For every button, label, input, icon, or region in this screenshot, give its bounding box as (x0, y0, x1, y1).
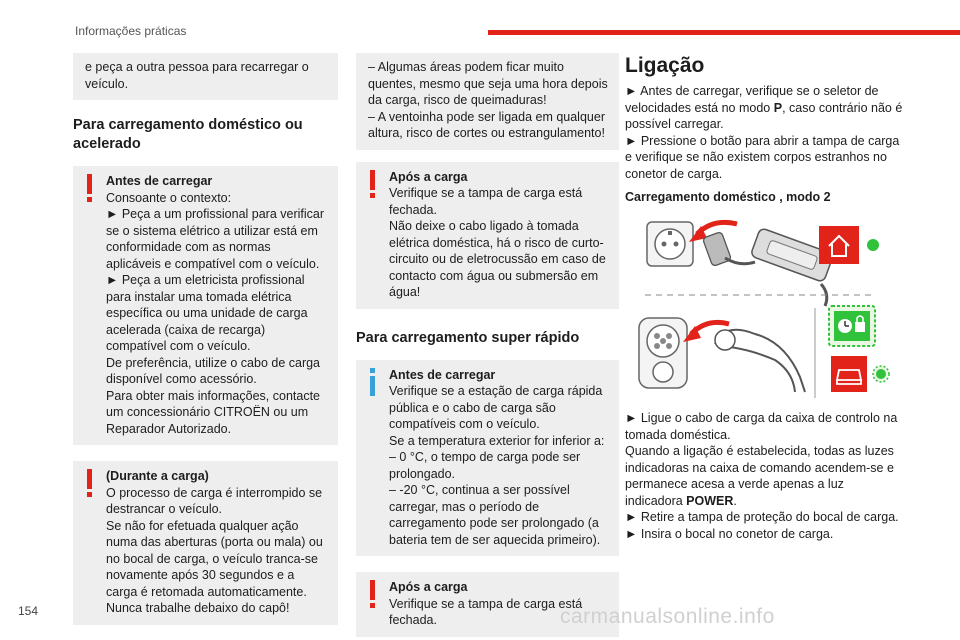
info-title: Antes de carregar (389, 367, 496, 382)
info-box-before-charging (356, 360, 619, 557)
steps-text-1: ► Ligue o cabo de carga da caixa de controlo na tomada doméstica. Quando a ligação é estabelecida, todas as luzes indicadoras na caixa de comando acendem-se e permanece acesa a verde apenas a luz indicadora (625, 411, 898, 508)
warning-exclamation-icon (87, 469, 93, 497)
charging-diagram (625, 212, 890, 402)
intro-text-2: , caso contrário não é possível carregar. ► Pressione o botão para abrir a tampa de carga e verifique se não existem corpos estranhos no conetor de carga. (625, 100, 903, 181)
house-indicator-icon (819, 226, 859, 264)
warning-title: Antes de carregar (106, 174, 213, 188)
warning-text: O processo de carga é interrompido se destrancar o veículo. Se não for efetuada qualquer ação numa das aberturas (porta ou mala) ou no bocal de carga, o veículo tranca-se novamente após 30 segundos e a carga é retomada automaticamente. Nunca trabalhe debaixo do capô! (106, 485, 323, 615)
continuation-box (73, 53, 338, 100)
header-accent-bar (488, 30, 960, 35)
continuation-text: e peça a outra pessoa para recarregar o veículo. (85, 60, 309, 91)
connection-steps (625, 410, 905, 542)
column-middle (356, 53, 619, 637)
intro-bold-p: P (773, 100, 783, 115)
green-indicator-light-2 (873, 366, 889, 382)
domestic-socket-icon (647, 222, 693, 266)
continuation-box (356, 53, 619, 150)
vehicle-inlet-icon (639, 318, 687, 388)
warning-exclamation-icon (370, 580, 376, 608)
page-title-connection: Ligação (625, 54, 705, 77)
warning-box-before-charging (73, 166, 338, 445)
green-indicator-light-1 (867, 239, 879, 251)
warning-exclamation-icon (370, 170, 376, 198)
section-title-home-charging: Para carregamento doméstico ou acelerado (73, 117, 303, 152)
car-indicator-icon (831, 356, 867, 392)
intro-text-1: ► Antes de carregar, verifique se o seletor de velocidades está no modo (625, 84, 879, 115)
warning-text: Verifique se a tampa de carga está fechada. Não deixe o cabo ligado à tomada elétrica doméstica, há o risco de curto-circuito ou de eletrocussão em caso de contacto com água ou submersão em água! (389, 186, 606, 299)
column-right (625, 53, 905, 542)
charging-gun-icon (715, 330, 805, 392)
section-title-super-fast: Para carregamento super rápido (356, 329, 580, 346)
info-icon (370, 368, 376, 396)
column-left (73, 53, 338, 625)
warning-text: Consoante o contexto: ► Peça a um profissional para verificar se o sistema elétrico a utilizar está em conformidade com as normas aplicáveis e compatível com o veículo. ► Peça a um eletricista profissional para instalar uma tomada elétrica específica ou uma unidade de carga acelerada (caixa de recarga) compatível com o veículo. De preferência, utilize o cabo de carga disponível como acessório. Para obter mais informações, contacte um concessionário CITROËN ou um Reparador Autorizado. (106, 190, 325, 436)
lock-timer-indicator-icon (829, 306, 875, 346)
steps-bold-power: POWER (686, 493, 734, 508)
subtitle-home-mode2: Carregamento doméstico , modo 2 (625, 190, 831, 204)
warning-box-after-charging (356, 162, 619, 309)
charging-illustration (625, 212, 890, 402)
home-plug-icon (702, 228, 833, 306)
running-header: Informações práticas (75, 24, 187, 38)
warning-exclamation-icon (87, 174, 93, 202)
connection-intro (625, 83, 905, 182)
page-number: 154 (18, 604, 39, 618)
warning-text: Verifique se a tampa de carga está fechada. (389, 596, 583, 627)
warning-box-during-charging (73, 461, 338, 625)
info-text: Verifique se a estação de carga rápida pública e o cabo de carga são compatíveis com o veículo. Se a temperatura exterior for inferior a: – 0 °C, o tempo de carga pode ser prolongado. – -20 °C, continua a ser possível carregar, mas o período de carregamento pode ser prolongado (a bateria tem de ser aquecida primeiro). (389, 384, 605, 547)
warning-title: Após a carga (389, 580, 468, 594)
steps-text-2: . ► Retire a tampa de proteção do bocal de carga. ► Insira o bocal no conetor de carga. (625, 493, 899, 541)
continuation-text: – Algumas áreas podem ficar muito quentes, mesmo que seja uma hora depois da carga, risco de queimaduras! – A ventoinha pode ser ligada em qualquer altura, risco de cortes ou estrangulamento! (368, 60, 608, 140)
watermark: carmanualsonline.info (560, 605, 775, 628)
warning-title: Após a carga (389, 169, 468, 184)
warning-title: (Durante a carga) (106, 469, 209, 483)
